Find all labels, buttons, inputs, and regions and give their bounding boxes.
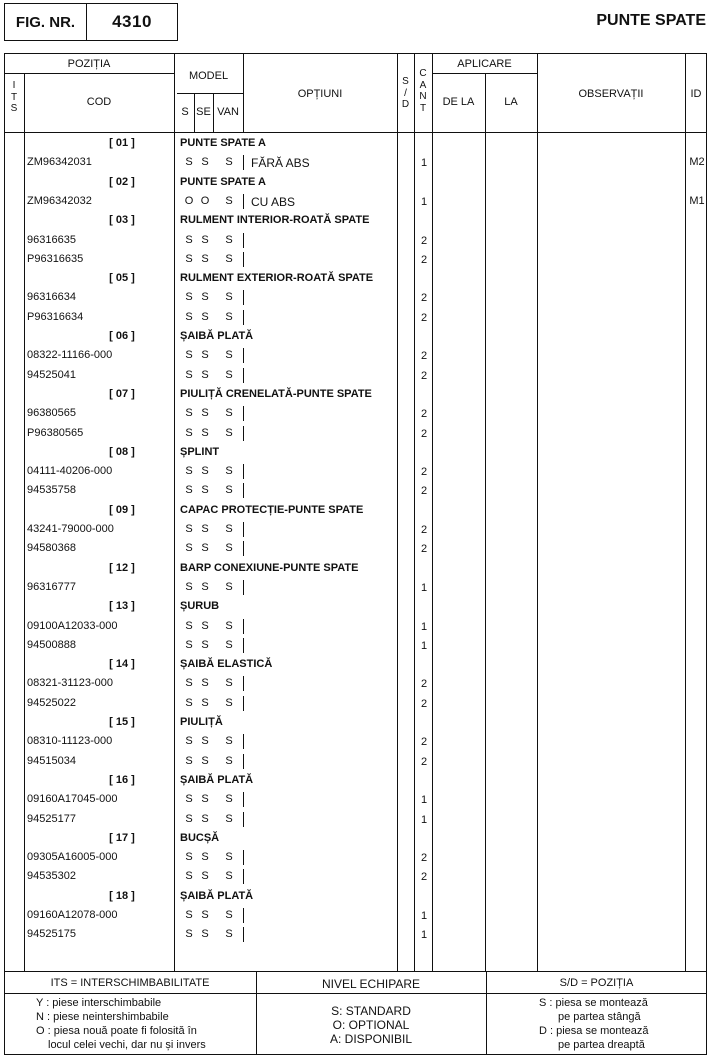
part-description: PIULIȚĂ CRENELATĂ-PUNTE SPATE xyxy=(180,387,372,400)
part-row xyxy=(0,404,711,423)
part-description: PUNTE SPATE A xyxy=(180,175,266,188)
model-se-value: S xyxy=(201,252,209,265)
model-van-value: S xyxy=(225,851,233,864)
model-se-value: S xyxy=(201,851,209,864)
part-row xyxy=(0,732,711,751)
position-number: [ 07 ] xyxy=(109,387,135,400)
part-code: 96316777 xyxy=(27,580,76,593)
model-s-value: S xyxy=(185,928,193,941)
part-description: ȘAIBĂ PLATĂ xyxy=(180,330,254,342)
model-se-value: S xyxy=(201,426,209,439)
group-row xyxy=(0,829,711,848)
model-s-value: S xyxy=(185,580,193,593)
model-s-value: S xyxy=(185,696,193,709)
part-row xyxy=(0,308,711,327)
quantity: 1 xyxy=(420,157,428,170)
part-row xyxy=(0,790,711,809)
legend-sd-line-4: pe partea dreaptă xyxy=(558,1039,645,1051)
header-observatii: OBSERVAȚII xyxy=(578,88,644,100)
model-se-value: S xyxy=(201,465,209,478)
header-sd: S / D xyxy=(401,76,410,110)
quantity: 1 xyxy=(420,620,428,633)
part-row xyxy=(0,481,711,500)
quantity: 2 xyxy=(420,736,428,749)
part-row xyxy=(0,424,711,443)
quantity: 2 xyxy=(420,852,428,865)
group-row xyxy=(0,211,711,230)
model-s-value: S xyxy=(185,484,193,497)
model-s-value: S xyxy=(185,677,193,690)
legend-its-line-1: Y : piese interschimbabile xyxy=(36,997,162,1009)
header-model-van: VAN xyxy=(217,106,239,118)
part-row xyxy=(0,810,711,829)
model-se-value: S xyxy=(201,754,209,767)
model-divider xyxy=(243,194,244,209)
quantity: 1 xyxy=(420,639,428,652)
model-van-value: S xyxy=(225,638,233,651)
part-code: 94525041 xyxy=(27,368,76,381)
option-text: CU ABS xyxy=(251,194,296,209)
position-number: [ 13 ] xyxy=(109,600,135,613)
quantity: 2 xyxy=(420,466,428,479)
model-s-value: S xyxy=(185,638,193,651)
model-van-value: S xyxy=(225,349,233,362)
part-code: 94580368 xyxy=(27,542,76,555)
model-divider xyxy=(243,252,244,267)
model-divider xyxy=(243,927,244,942)
model-van-value: S xyxy=(225,426,233,439)
part-row xyxy=(0,192,711,211)
model-van-value: S xyxy=(225,407,233,420)
quantity: 1 xyxy=(420,794,428,807)
part-code: 08322-11166-000 xyxy=(27,349,113,362)
part-description: CAPAC PROTECȚIE-PUNTE SPATE xyxy=(180,503,364,516)
quantity: 1 xyxy=(420,813,428,826)
model-divider xyxy=(243,368,244,383)
model-se-value: S xyxy=(201,812,209,825)
model-divider xyxy=(243,812,244,827)
part-code: P96316634 xyxy=(27,310,84,323)
quantity: 2 xyxy=(420,253,428,266)
group-row xyxy=(0,269,711,288)
model-s-value: O xyxy=(184,194,194,207)
quantity: 2 xyxy=(420,369,428,382)
part-row xyxy=(0,674,711,693)
part-description: PUNTE SPATE A xyxy=(180,137,266,149)
model-divider xyxy=(243,754,244,769)
model-s-value: S xyxy=(185,426,193,439)
header-la: LA xyxy=(504,96,518,108)
model-van-value: S xyxy=(225,310,233,323)
model-divider xyxy=(243,869,244,884)
part-description: BUCȘĂ xyxy=(180,831,220,844)
model-van-value: S xyxy=(225,619,233,632)
quantity: 2 xyxy=(420,524,428,536)
position-number: [ 16 ] xyxy=(109,773,135,786)
position-number: [ 03 ] xyxy=(109,214,135,227)
group-row xyxy=(0,501,711,520)
legend-its-title: ITS = INTERSCHIMBABILITATE xyxy=(50,977,210,989)
model-se-value: S xyxy=(201,677,209,690)
model-s-value: S xyxy=(185,156,193,169)
part-code: 94500888 xyxy=(27,638,76,651)
group-row xyxy=(0,597,711,616)
header-de-la: DE LA xyxy=(442,96,475,108)
model-se-value: S xyxy=(201,638,209,651)
model-s-value: S xyxy=(185,523,193,535)
legend-nivel-title: NIVEL ECHIPARE xyxy=(321,977,421,991)
model-divider xyxy=(243,310,244,325)
model-se-value: S xyxy=(201,407,209,420)
part-code: 04111-40206-000 xyxy=(27,465,113,478)
model-se-value: O xyxy=(200,194,210,207)
quantity: 2 xyxy=(420,234,428,247)
part-row xyxy=(0,231,711,250)
part-code: ZM96342031 xyxy=(27,156,92,169)
model-van-value: S xyxy=(225,465,233,478)
quantity: 2 xyxy=(420,755,428,768)
model-van-value: S xyxy=(225,928,233,941)
model-divider xyxy=(243,850,244,865)
part-description: BARP CONEXIUNE-PUNTE SPATE xyxy=(180,561,359,574)
model-van-value: S xyxy=(225,233,233,246)
position-number: [ 05 ] xyxy=(109,272,135,285)
part-row xyxy=(0,578,711,597)
model-se-value: S xyxy=(201,523,209,535)
quantity: 2 xyxy=(420,485,428,498)
model-van-value: S xyxy=(225,156,233,169)
group-row xyxy=(0,173,711,192)
model-divider xyxy=(243,483,244,498)
figure-number: 4310 xyxy=(112,12,152,31)
model-divider xyxy=(243,464,244,479)
legend-sd-line-1: S : piesa se montează xyxy=(539,997,648,1009)
model-s-value: S xyxy=(185,465,193,478)
model-se-value: S xyxy=(201,735,209,748)
document-title: PUNTE SPATE xyxy=(596,12,706,29)
model-van-value: S xyxy=(225,812,233,825)
part-description: RULMENT INTERIOR-ROATĂ SPATE xyxy=(180,214,370,227)
model-se-value: S xyxy=(201,484,209,497)
position-number: [ 08 ] xyxy=(109,445,135,458)
part-code: 09160A17045-000 xyxy=(27,793,118,806)
model-se-value: S xyxy=(201,233,209,246)
header-id: ID xyxy=(690,88,702,100)
part-row xyxy=(0,366,711,385)
model-divider xyxy=(243,792,244,807)
part-code: 08310-11123-000 xyxy=(27,735,113,748)
model-divider xyxy=(243,696,244,711)
model-van-value: S xyxy=(225,368,233,381)
part-row xyxy=(0,636,711,655)
row-id: M1 xyxy=(689,194,705,207)
legend-sd-title: S/D = POZIȚIA xyxy=(559,977,634,989)
part-row xyxy=(0,925,711,944)
part-description: ȘAIBĂ PLATĂ xyxy=(180,889,254,902)
quantity: 2 xyxy=(420,408,428,421)
model-se-value: S xyxy=(201,619,209,632)
model-divider xyxy=(243,426,244,441)
part-description: RULMENT EXTERIOR-ROATĂ SPATE xyxy=(180,272,374,285)
header-cant: C A N T xyxy=(419,68,427,114)
header-aplicare: APLICARE xyxy=(457,58,512,70)
model-se-value: S xyxy=(201,696,209,709)
part-row xyxy=(0,694,711,713)
quantity: 2 xyxy=(420,871,428,884)
quantity: 2 xyxy=(420,427,428,440)
model-s-value: S xyxy=(185,407,193,420)
model-van-value: S xyxy=(225,252,233,265)
model-van-value: S xyxy=(225,580,233,593)
option-text: FĂRĂ ABS xyxy=(251,156,310,171)
model-se-value: S xyxy=(201,156,209,169)
legend-its-line-4: locul celei vechi, dar nu și invers xyxy=(48,1039,206,1051)
model-se-value: S xyxy=(201,542,209,555)
part-description: ȘAIBĂ PLATĂ xyxy=(180,773,254,786)
part-code: 96316635 xyxy=(27,233,76,246)
position-number: [ 15 ] xyxy=(109,716,135,728)
group-row xyxy=(0,771,711,790)
part-description: PIULIȚĂ xyxy=(180,716,223,728)
model-van-value: S xyxy=(225,523,233,535)
model-se-value: S xyxy=(201,870,209,883)
model-se-value: S xyxy=(201,909,209,921)
model-s-value: S xyxy=(185,233,193,246)
part-row xyxy=(0,906,711,925)
model-divider xyxy=(243,406,244,421)
model-s-value: S xyxy=(185,349,193,362)
part-code: 94525022 xyxy=(27,696,76,709)
part-row xyxy=(0,752,711,771)
part-code: 09160A12078-000 xyxy=(27,909,118,921)
legend-nivel-line-1: S: STANDARD xyxy=(331,1004,411,1018)
group-row xyxy=(0,559,711,578)
model-divider xyxy=(243,155,244,170)
header-cod: COD xyxy=(86,96,112,108)
part-code: 94525177 xyxy=(27,812,76,825)
legend-its-line-2: N : piese neintershimbabile xyxy=(36,1011,169,1023)
model-divider xyxy=(243,676,244,691)
model-divider xyxy=(243,233,244,248)
model-van-value: S xyxy=(225,194,233,207)
part-row xyxy=(0,617,711,636)
header-model-s: S xyxy=(181,106,189,118)
part-row xyxy=(0,462,711,481)
model-van-value: S xyxy=(225,735,233,748)
quantity: 1 xyxy=(420,910,428,922)
part-row xyxy=(0,250,711,269)
quantity: 1 xyxy=(420,195,428,208)
model-van-value: S xyxy=(225,484,233,497)
part-row xyxy=(0,346,711,365)
position-number: [ 06 ] xyxy=(109,330,135,342)
part-row xyxy=(0,520,711,539)
part-row xyxy=(0,848,711,867)
model-se-value: S xyxy=(201,349,209,362)
model-divider xyxy=(243,290,244,305)
header-pozitia: POZIȚIA xyxy=(67,58,111,70)
legend-sd-line-2: pe partea stângă xyxy=(558,1011,641,1023)
header-optiuni: OPȚIUNI xyxy=(297,88,343,100)
model-van-value: S xyxy=(225,677,233,690)
part-code: 09305A16005-000 xyxy=(27,851,118,864)
row-id: M2 xyxy=(689,156,705,169)
part-code: 96316634 xyxy=(27,291,76,304)
model-van-value: S xyxy=(225,870,233,883)
header-model: MODEL xyxy=(188,70,229,82)
model-se-value: S xyxy=(201,928,209,941)
header-model-se: SE xyxy=(196,106,211,118)
model-s-value: S xyxy=(185,542,193,555)
legend-its-line-3: O : piesa nouă poate fi folosită în xyxy=(36,1025,197,1037)
quantity: 2 xyxy=(420,292,428,305)
part-row xyxy=(0,539,711,558)
group-row xyxy=(0,655,711,674)
model-van-value: S xyxy=(225,909,233,921)
part-code: 96380565 xyxy=(27,407,76,420)
part-code: 94515034 xyxy=(27,754,76,767)
model-s-value: S xyxy=(185,851,193,864)
model-divider xyxy=(243,908,244,923)
position-number: [ 09 ] xyxy=(109,503,135,516)
position-number: [ 01 ] xyxy=(109,137,135,149)
model-s-value: S xyxy=(185,870,193,883)
part-description: ȘAIBĂ ELASTICĂ xyxy=(180,658,273,671)
model-van-value: S xyxy=(225,793,233,806)
quantity: 2 xyxy=(420,697,428,710)
model-s-value: S xyxy=(185,291,193,304)
model-s-value: S xyxy=(185,909,193,921)
legend-nivel-line-2: O: OPTIONAL xyxy=(332,1018,410,1032)
group-row xyxy=(0,713,711,732)
part-description: ȘPLINT xyxy=(180,445,220,458)
group-row xyxy=(0,887,711,906)
position-number: [ 17 ] xyxy=(109,831,135,844)
model-se-value: S xyxy=(201,310,209,323)
model-van-value: S xyxy=(225,754,233,767)
part-code: ZM96342032 xyxy=(27,194,92,207)
part-code: 94525175 xyxy=(27,928,76,941)
part-row xyxy=(0,153,711,172)
model-s-value: S xyxy=(185,812,193,825)
position-number: [ 14 ] xyxy=(109,658,135,671)
model-divider xyxy=(243,734,244,749)
quantity: 1 xyxy=(420,581,428,594)
quantity: 2 xyxy=(420,678,428,691)
model-van-value: S xyxy=(225,696,233,709)
model-van-value: S xyxy=(225,291,233,304)
group-row xyxy=(0,327,711,346)
model-s-value: S xyxy=(185,754,193,767)
model-s-value: S xyxy=(185,310,193,323)
model-se-value: S xyxy=(201,793,209,806)
part-code: 94535302 xyxy=(27,870,76,883)
part-row xyxy=(0,288,711,307)
model-divider xyxy=(243,638,244,653)
model-divider xyxy=(243,522,244,537)
model-s-value: S xyxy=(185,793,193,806)
model-s-value: S xyxy=(185,619,193,632)
quantity: 2 xyxy=(420,311,428,324)
model-s-value: S xyxy=(185,252,193,265)
model-divider xyxy=(243,619,244,634)
quantity: 2 xyxy=(420,350,428,363)
part-code: 09100A12033-000 xyxy=(27,619,118,632)
model-van-value: S xyxy=(225,542,233,555)
model-se-value: S xyxy=(201,368,209,381)
position-number: [ 12 ] xyxy=(109,561,135,574)
part-row xyxy=(0,867,711,886)
model-s-value: S xyxy=(185,368,193,381)
legend-sd-line-3: D : piesa se montează xyxy=(539,1025,649,1037)
model-divider xyxy=(243,541,244,556)
part-code: 43241-79000-000 xyxy=(27,523,114,535)
part-code: 94535758 xyxy=(27,484,76,497)
quantity: 2 xyxy=(420,543,428,556)
part-code: 08321-31123-000 xyxy=(27,677,114,690)
group-row xyxy=(0,385,711,404)
part-code: P96316635 xyxy=(27,252,84,265)
header-its: I T S xyxy=(10,80,18,114)
model-divider xyxy=(243,348,244,363)
model-s-value: S xyxy=(185,735,193,748)
position-number: [ 18 ] xyxy=(109,889,135,902)
quantity: 1 xyxy=(420,929,428,942)
model-se-value: S xyxy=(201,580,209,593)
group-row xyxy=(0,134,711,153)
model-se-value: S xyxy=(201,291,209,304)
figure-label: FIG. NR. xyxy=(5,4,87,40)
model-divider xyxy=(243,580,244,595)
group-row xyxy=(0,443,711,462)
part-description: ȘURUB xyxy=(180,600,220,613)
legend-nivel-line-3: A: DISPONIBIL xyxy=(329,1032,413,1046)
position-number: [ 02 ] xyxy=(109,175,135,188)
part-code: P96380565 xyxy=(27,426,84,439)
